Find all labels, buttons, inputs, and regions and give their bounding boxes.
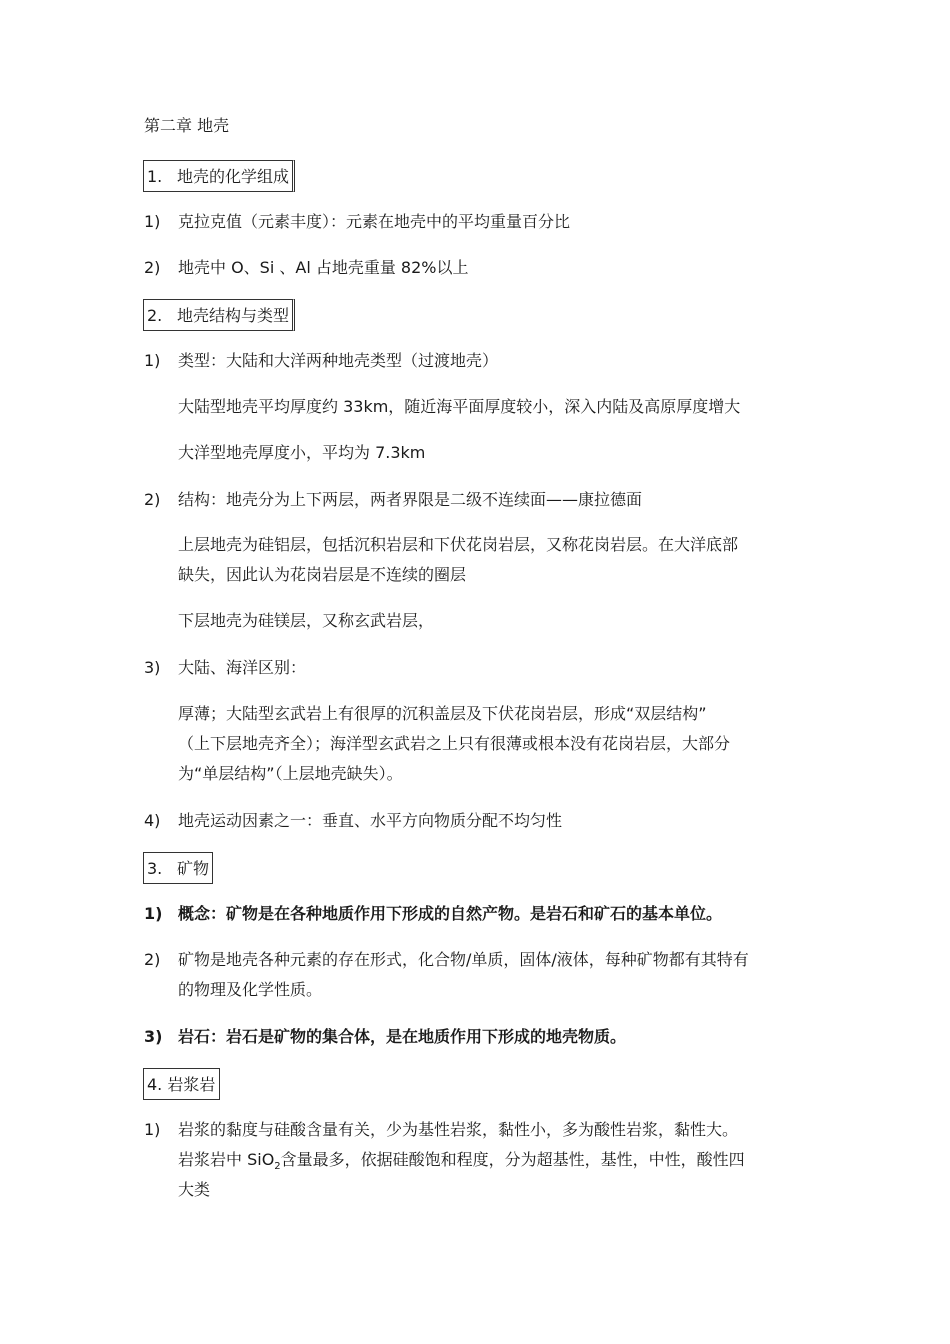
item-number: 4) (144, 811, 161, 830)
paragraph-line (178, 1145, 818, 1175)
item-number: 3) (144, 1027, 163, 1046)
paragraph: 下层地壳为硅镁层，又称玄武岩层， (178, 611, 435, 630)
section-number: 3. (147, 859, 163, 878)
item-text: 类型：大陆和大洋两种地壳类型（过渡地壳） (178, 351, 499, 370)
section-number: 4. (147, 1075, 163, 1094)
item-number: 2) (144, 950, 161, 969)
paragraph-line: 的物理及化学性质。 (178, 980, 323, 999)
item-text-line: 矿物是地壳各种元素的存在形式，化合物/单质，固体/液体，每种矿物都有其特有 (178, 950, 749, 969)
paragraph-line: 为“单层结构”（上层地壳缺失）。 (178, 764, 403, 783)
paragraph-text: 含量最多，依据硅酸饱和程度，分为超基性，基性，中性，酸性四 (280, 1150, 745, 1169)
section-title: 地壳结构与类型 (177, 306, 290, 325)
section-title: 地壳的化学组成 (177, 167, 290, 186)
section-heading-1 (143, 160, 295, 192)
paragraph: 大陆型地壳平均厚度约 33km，随近海平面厚度较小，深入内陆及高原厚度增大 (178, 397, 741, 416)
subscript: 2 (274, 1161, 281, 1172)
paragraph: 大洋型地壳厚度小，平均为 7.3km (178, 443, 426, 462)
paragraph-line: 上层地壳为硅铝层，包括沉积岩层和下伏花岗岩层，又称花岗岩层。在大洋底部 (178, 535, 739, 554)
section-number: 1. (147, 167, 163, 186)
paragraph-line: 厚薄；大陆型玄武岩上有很厚的沉积盖层及下伏花岗岩层，形成“双层结构” (178, 704, 707, 723)
section-title: 岩浆岩 (167, 1075, 216, 1094)
item-text: 岩石：岩石是矿物的集合体，是在地质作用下形成的地壳物质。 (178, 1027, 627, 1046)
item-number: 2) (144, 258, 161, 277)
paragraph-line: （上下层地壳齐全）；海洋型玄武岩之上只有很薄或根本没有花岗岩层，大部分 (178, 734, 731, 753)
item-text-line: 岩浆的黏度与硅酸含量有关，少为基性岩浆，黏性小，多为酸性岩浆，黏性大。 (178, 1120, 739, 1139)
item-number: 2) (144, 490, 161, 509)
item-number: 1) (144, 1120, 161, 1139)
item-text: 结构：地壳分为上下两层，两者界限是二级不连续面——康拉德面 (178, 490, 643, 509)
item-number: 1) (144, 904, 163, 923)
item-text: 概念：矿物是在各种地质作用下形成的自然产物。是岩石和矿石的基本单位。 (178, 904, 723, 923)
item-text: 克拉克值（元素丰度）：元素在地壳中的平均重量百分比 (178, 212, 571, 231)
item-number: 1) (144, 212, 161, 231)
section-heading-4 (143, 1068, 220, 1100)
item-text: 地壳中 O、Si 、Al 占地壳重量 82%以上 (178, 258, 469, 277)
section-heading-3 (143, 852, 213, 884)
item-text: 大陆、海洋区别： (178, 658, 307, 677)
section-title: 矿物 (177, 859, 210, 878)
item-text: 地壳运动因素之一：垂直、水平方向物质分配不均匀性 (178, 811, 563, 830)
paragraph-line: 大类 (178, 1180, 211, 1199)
paragraph-line: 缺失，因此认为花岗岩层是不连续的圈层 (178, 565, 467, 584)
item-number: 3) (144, 658, 161, 677)
formula-text: 岩浆岩中 SiO (178, 1150, 275, 1169)
section-heading-2 (143, 299, 295, 331)
chapter-title: 第二章 地壳 (144, 116, 230, 135)
item-number: 1) (144, 351, 161, 370)
section-number: 2. (147, 306, 163, 325)
